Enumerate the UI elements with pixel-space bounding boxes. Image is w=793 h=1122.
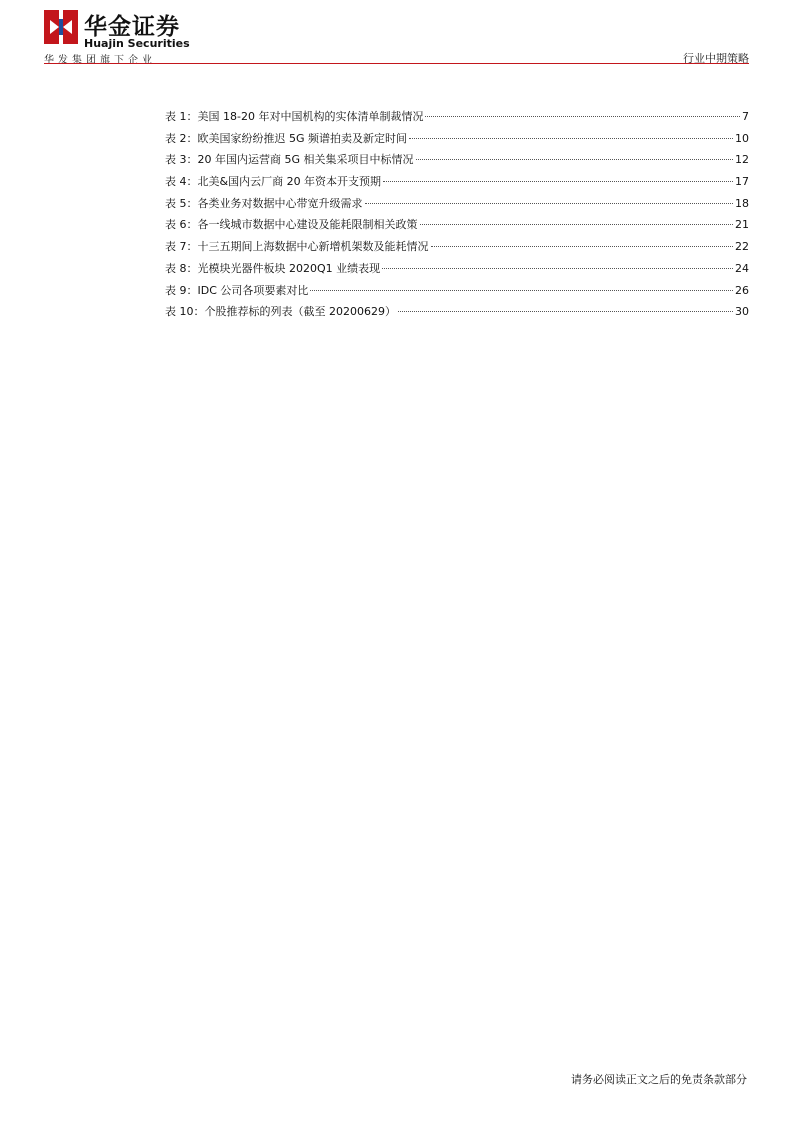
toc-entry-title: 表 5：各类业务对数据中心带宽升级需求 [165,196,363,210]
page-header [44,8,749,64]
toc-entry-page: 17 [735,175,749,189]
toc-entry-page: 26 [735,283,749,297]
toc-entry-page: 22 [735,240,749,254]
toc-entry[interactable] [165,216,749,238]
toc-entry[interactable] [165,108,749,130]
toc-entry-page: 18 [735,196,749,210]
toc-entry-title: 表 1：美国 18-20 年对中国机构的实体清单制裁情况 [165,110,424,123]
toc-entry-title: 表 8：光模块光器件板块 2020Q1 业绩表现 [165,261,381,275]
group-tagline: 华发集团旗下企业 [44,55,156,66]
toc-entry[interactable] [165,260,749,282]
toc-entry[interactable] [165,151,749,173]
brand-name-en: Huajin Securities [84,37,190,50]
toc-entry-title: 表 3：20 年国内运营商 5G 相关集采项目中标情况 [165,153,414,167]
brand-name-cn: 华金证券 [84,14,180,40]
toc-entry[interactable] [165,130,749,152]
toc-entry-page: 7 [742,110,749,123]
toc-leader-dots [420,224,734,225]
toc-entry-page: 24 [735,261,749,275]
toc-entry-title: 表 10：个股推荐标的列表（截至 20200629） [165,305,396,319]
toc-entry[interactable] [165,173,749,195]
toc-entry[interactable] [165,238,749,260]
toc-leader-dots [425,116,740,117]
toc-entry-page: 12 [735,153,749,167]
toc-leader-dots [431,246,734,247]
table-of-tables [165,108,749,325]
toc-leader-dots [383,181,733,182]
huajin-logo-icon [44,10,78,44]
toc-entry-page: 21 [735,218,749,232]
disclaimer-note: 请务必阅读正文之后的免责条款部分 [571,1073,747,1086]
toc-leader-dots [398,311,733,312]
document-type: 行业中期策略 [683,52,749,65]
toc-entry-page: 30 [735,305,749,319]
toc-leader-dots [382,268,733,269]
toc-entry-page: 10 [735,131,749,145]
toc-entry[interactable] [165,282,749,304]
toc-leader-dots [416,159,733,160]
toc-entry[interactable] [165,303,749,325]
toc-entry-title: 表 4：北美&国内云厂商 20 年资本开支预期 [165,175,382,189]
toc-leader-dots [365,203,734,204]
toc-entry-title: 表 2：欧美国家纷纷推迟 5G 频谱拍卖及新定时间 [165,131,408,145]
toc-leader-dots [310,290,733,291]
toc-entry-title: 表 9：IDC 公司各项要素对比 [165,283,309,297]
toc-leader-dots [409,138,733,139]
toc-entry[interactable] [165,195,749,217]
header-divider [44,63,749,64]
toc-entry-title: 表 7：十三五期间上海数据中心新增机架数及能耗情况 [165,240,429,254]
toc-entry-title: 表 6：各一线城市数据中心建设及能耗限制相关政策 [165,218,418,232]
